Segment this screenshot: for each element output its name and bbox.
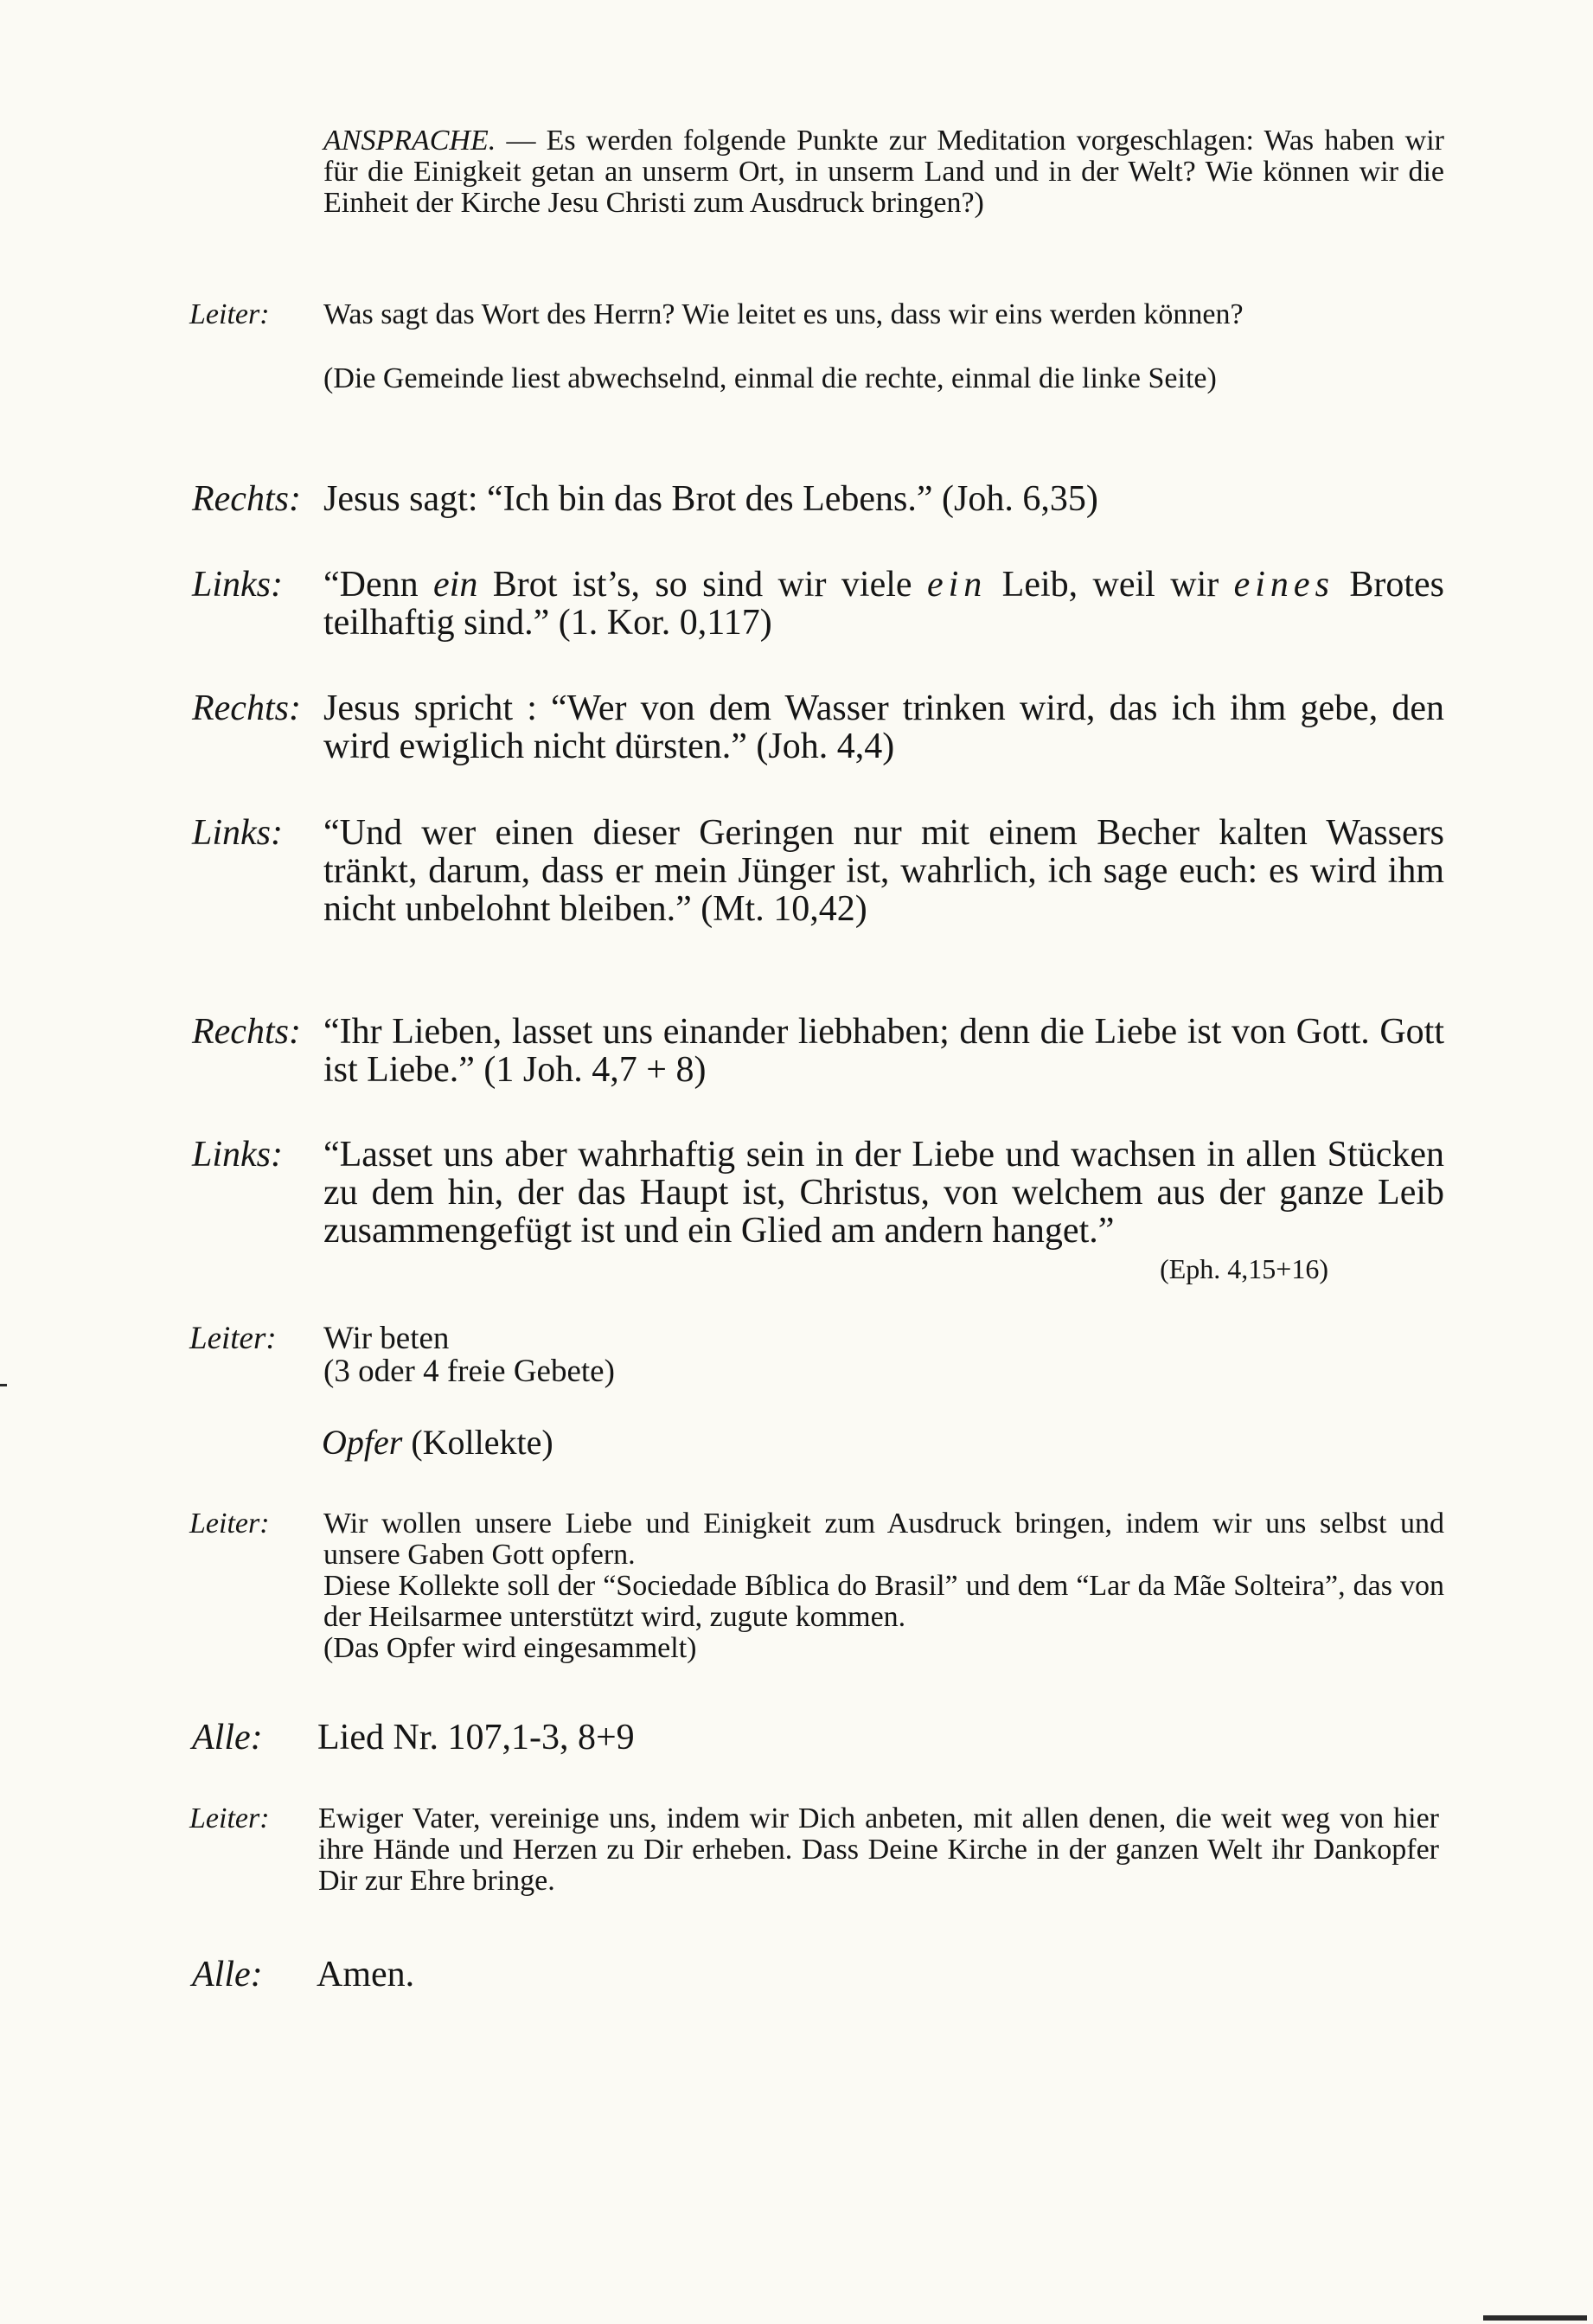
intro-label: ANSPRACHE.	[323, 125, 496, 157]
speaker-label: Leiter:	[189, 1508, 270, 1540]
speaker-label: Links:	[192, 813, 283, 853]
prayer-line: Wir beten	[323, 1321, 450, 1356]
offering-text	[323, 1508, 1444, 1664]
scripture-quote: “Lasset uns aber wahrhaftig sein in der Liebe und wachsen in allen Stücken zu dem hin, der das Haupt ist, Christus, von welchem aus der ganze Leib zusammengefügt ist und ein Glied am andern hanget.”	[323, 1135, 1444, 1251]
scripture-text	[323, 566, 1444, 642]
text-segment: Brot ist’s, so sind wir viele	[477, 565, 927, 605]
emphasis: ein	[926, 565, 988, 605]
offering-line: (Das Opfer wird eingesammelt)	[323, 1632, 697, 1664]
emphasis: eines	[1233, 565, 1334, 605]
scan-mark	[0, 1384, 7, 1386]
intro-paragraph	[323, 125, 1444, 219]
speaker-label: Alle:	[192, 1718, 263, 1757]
speaker-label: Leiter:	[189, 298, 270, 330]
scan-mark	[1483, 2315, 1587, 2321]
speaker-label: Rechts:	[192, 1012, 301, 1052]
scripture-text: Jesus sagt: “Ich bin das Brot des Lebens.” (Joh. 6,35)	[323, 479, 1098, 519]
speaker-label: Leiter:	[189, 1321, 277, 1356]
scripture-text: “Ihr Lieben, lasset uns einander liebhaben; denn die Liebe ist von Gott. Gott ist Liebe.” (1 Joh. 4,7 + 8)	[323, 1012, 1444, 1090]
offering-heading	[322, 1424, 553, 1462]
prayer-note: (3 oder 4 freie Gebete)	[323, 1354, 615, 1389]
text-segment: “Denn	[323, 565, 434, 605]
speaker-label: Rechts:	[192, 479, 301, 519]
offering-line: Diese Kollekte soll der “Sociedade Bíblica do Brasil” und dem “Lar da Mãe Solteira”, das von der Heilsarmee unterstützt wird, zugute kommen.	[323, 1570, 1444, 1633]
amen-text: Amen.	[317, 1955, 415, 1994]
scripture-text: Jesus spricht : “Wer von dem Wasser trinken wird, das ich ihm gebe, den wird ewiglich nicht dürsten.” (Joh. 4,4)	[323, 688, 1444, 766]
scripture-text	[323, 1136, 1444, 1288]
prayer-instruction	[323, 1322, 1444, 1388]
closing-prayer: Ewiger Vater, vereinige uns, indem wir Dich anbeten, mit allen denen, die weit weg von hier ihre Hände und Herzen zu Dir erheben. Dass Deine Kirche in der ganzen Welt ihr Dankopfer Dir zur Ehre bringe.	[318, 1802, 1439, 1897]
hymn-reference: Lied Nr. 107,1-3, 8+9	[317, 1718, 635, 1757]
emphasis: ein	[433, 565, 478, 605]
scripture-reference: (Eph. 4,15+16)	[1160, 1253, 1328, 1284]
reading-instruction: (Die Gemeinde liest abwechselnd, einmal die rechte, einmal die linke Seite)	[323, 362, 1217, 394]
speaker-label: Links:	[192, 1135, 283, 1175]
text-segment: Brotes teilhaftig sind.” (1. Kor. 0,117)	[323, 565, 1444, 643]
speaker-label: Alle:	[192, 1955, 263, 1994]
speaker-label: Rechts:	[192, 688, 301, 728]
text-segment: Leib, weil wir	[987, 565, 1234, 605]
intro-text: — Es werden folgende Punkte zur Meditation vorgeschlagen: Was haben wir für die Einigkeit getan an unserm Ort, in unserm Land und in der Welt? Wie können wir die Einheit der Kirche Jesu Christi zum Ausdruck bringen?)	[323, 125, 1444, 219]
speaker-label: Links:	[192, 565, 283, 605]
offering-label: Opfer	[322, 1423, 403, 1462]
leiter-question: Was sagt das Wort des Herrn? Wie leitet es uns, dass wir eins werden können?	[323, 298, 1244, 330]
scripture-text: “Und wer einen dieser Geringen nur mit einem Becher kalten Wassers tränkt, darum, dass er mein Jünger ist, wahrlich, ich sage euch: es wird ihm nicht unbelohnt bleiben.” (Mt. 10,42)	[323, 813, 1444, 929]
leiter-text-1	[323, 299, 1444, 394]
offering-line: Wir wollen unsere Liebe und Einigkeit zum Ausdruck bringen, indem wir uns selbst und unsere Gaben Gott opfern.	[323, 1508, 1444, 1571]
offering-subtitle: (Kollekte)	[402, 1423, 553, 1462]
speaker-label: Leiter:	[189, 1802, 270, 1834]
